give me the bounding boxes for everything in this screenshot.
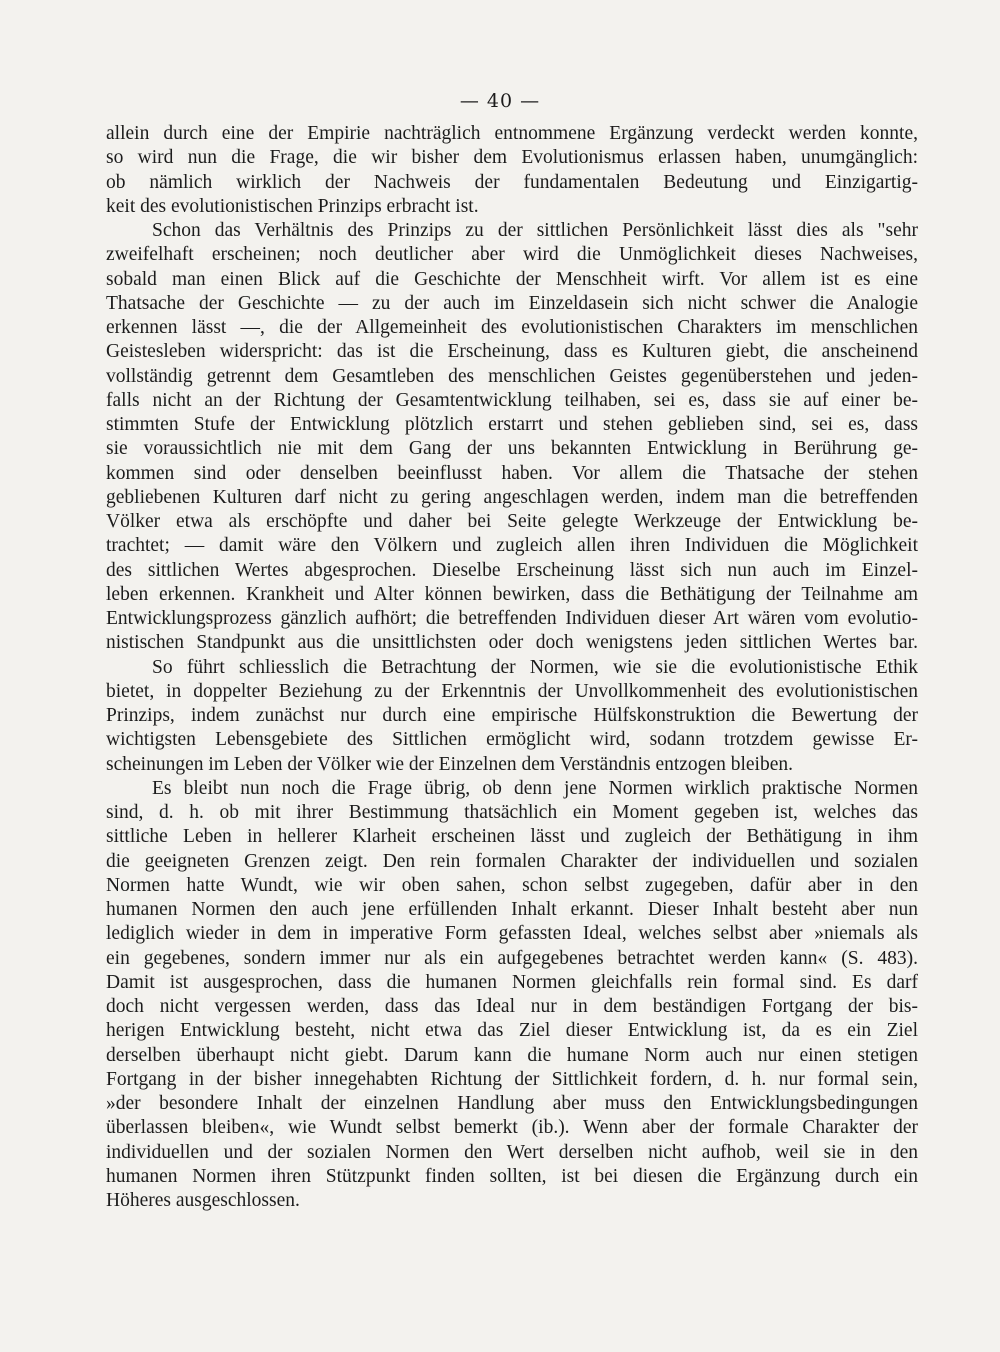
text-line: »der besondere Inhalt der einzelnen Handlung aber muss den Entwicklungsbedingungen [106, 1093, 918, 1114]
text-line: leben erkennen. Krankheit und Alter können bewirken, dass die Bethätigung der Teilnahme am [106, 583, 918, 605]
text-line: ein gegebenes, sondern immer nur als ein aufgegebenes betrachtet werden kann« (S. 483). [106, 947, 918, 969]
text-line: falls nicht an der Richtung der Gesamtentwicklung teilhaben, sei es, dass sie auf einer be- [106, 389, 918, 411]
text-line: trachtet; — damit wäre den Völkern und zugleich allen ihren Individuen die Möglichkeit [106, 535, 918, 557]
text-line: humanen Normen den auch jene erfüllenden Inhalt erkannt. Dieser Inhalt besteht aber nun [106, 899, 918, 920]
text-line: so wird nun die Frage, die wir bisher dem Evolutionismus erlassen haben, unumgänglich: [106, 147, 918, 169]
text-line: Thatsache der Geschichte — zu der auch im Einzeldasein sich nicht schwer die Analogie [106, 292, 918, 314]
text-line: ob nämlich wirklich der Nachweis der fundamentalen Bedeutung und Einzigartig- [106, 171, 918, 193]
text-line: Prinzips, indem zunächst nur durch eine empirische Hülfskonstruktion die Bewertung der [106, 705, 918, 726]
text-line: überlassen bleiben«, wie Wundt selbst bemerkt (ib.). Wenn aber der formale Charakter der [106, 1117, 918, 1139]
text-line: Höheres ausgeschlossen. [106, 1190, 300, 1211]
text-line: derselben überhaupt nicht giebt. Darum kann die humane Norm auch nur einen stetigen [106, 1044, 918, 1066]
text-line: So führt schliesslich die Betrachtung der Normen, wie sie die evolutionistische Ethik [152, 656, 918, 678]
text-line: vollständig getrennt dem Gesamtleben des menschlichen Geistes gegenüberstehen und jeden- [106, 365, 918, 387]
page-number: — 40 — [459, 90, 541, 112]
text-line: bietet, in doppelter Beziehung zu der Erkenntnis der Unvollkommenheit des evolutionistischen [106, 680, 918, 702]
text-line: Völker etwa als erschöpfte und daher bei Seite gelegte Werkzeuge der Entwicklung be- [106, 511, 918, 532]
text-line: lediglich wieder in dem in imperative Form gefassten Ideal, welches selbst aber »niemals als [106, 923, 918, 945]
text-line: kommen sind oder denselben beeinflusst haben. Vor allem die Thatsache der stehen [106, 462, 918, 484]
text-line: sittliche Leben in hellerer Klarheit erscheinen lässt und zugleich der Bethätigung in ihm [106, 826, 918, 848]
text-line: allein durch eine der Empirie nachträglich entnommene Ergänzung verdeckt werden konnte, [106, 123, 918, 144]
text-line: scheinungen im Leben der Völker wie der Einzelnen dem Verständnis entzogen bleiben. [106, 753, 793, 775]
text-line: zweifelhaft erscheinen; noch deutlicher aber wird die Unmöglichkeit dieses Nachweises, [106, 244, 918, 266]
text-line: Fortgang in der bisher innegehabten Richtung der Sittlichkeit fordern, d. h. nur formal sein, [106, 1068, 918, 1090]
text-line: Geistesleben widerspricht: das ist die Erscheinung, dass es Kulturen giebt, die anscheinend [106, 341, 918, 363]
text-line: des sittlichen Wertes abgesprochen. Dieselbe Erscheinung lässt sich nun auch im Einzel- [106, 559, 918, 581]
text-line: wichtigsten Lebensgebiete des Sittlichen ermöglicht wird, sodann trotzdem gewisse Er- [106, 729, 918, 751]
text-line: sind, d. h. ob mit ihrer Bestimmung thatsächlich ein Moment gegeben ist, welches das [106, 802, 918, 823]
text-line: humanen Normen ihren Stützpunkt finden sollten, ist bei diesen die Ergänzung durch ein [106, 1165, 918, 1187]
text-line: nistischen Standpunkt aus die unsittlichsten oder doch wenigstens jeden sittlichen Wertes bar. [106, 632, 918, 654]
text-line: keit des evolutionistischen Prinzips erbracht ist. [106, 195, 479, 217]
text-line: Entwicklungsprozess gänzlich aufhört; die betreffenden Individuen dieser Art wären vom evolutio- [106, 608, 918, 629]
text-line: die geeigneten Grenzen zeigt. Den rein formalen Charakter der individuellen und sozialen [106, 850, 918, 872]
text-line: Damit ist ausgesprochen, dass die humanen Normen gleichfalls rein formal sind. Es darf [106, 971, 918, 993]
text-line: Normen hatte Wundt, wie wir oben sahen, schon selbst zugegeben, dafür aber in den [106, 874, 918, 896]
text-line: erkennen lässt —, die der Allgemeinheit des evolutionistischen Charakters im menschlichen [106, 317, 918, 338]
body-text [106, 122, 918, 1213]
text-line: sie voraussichtlich nie mit dem Gang der uns bekannten Entwicklung in Berührung ge- [106, 438, 918, 460]
text-line: Es bleibt nun noch die Frage übrig, ob denn jene Normen wirklich praktische Normen [152, 777, 918, 799]
text-line: gebliebenen Kulturen darf nicht zu gering angeschlagen werden, indem man die betreffenden [106, 486, 918, 508]
text-line: Schon das Verhältnis des Prinzips zu der sittlichen Persönlichkeit lässt dies als "sehr [152, 220, 918, 241]
text-line: stimmten Stufe der Entwicklung plötzlich erstarrt und stehen geblieben sind, sei es, dass [106, 414, 918, 435]
text-line: sobald man einen Blick auf die Geschichte der Menschheit wirft. Vor allem ist es eine [106, 268, 918, 290]
text-line: doch nicht vergessen werden, dass das Ideal nur in dem beständigen Fortgang der bis- [106, 996, 918, 1017]
text-line: herigen Entwicklung besteht, nicht etwa das Ziel dieser Entwicklung ist, da es ein Ziel [106, 1020, 918, 1042]
text-line: individuellen und der sozialen Normen den Wert derselben nicht aufhob, weil sie in den [106, 1141, 918, 1163]
